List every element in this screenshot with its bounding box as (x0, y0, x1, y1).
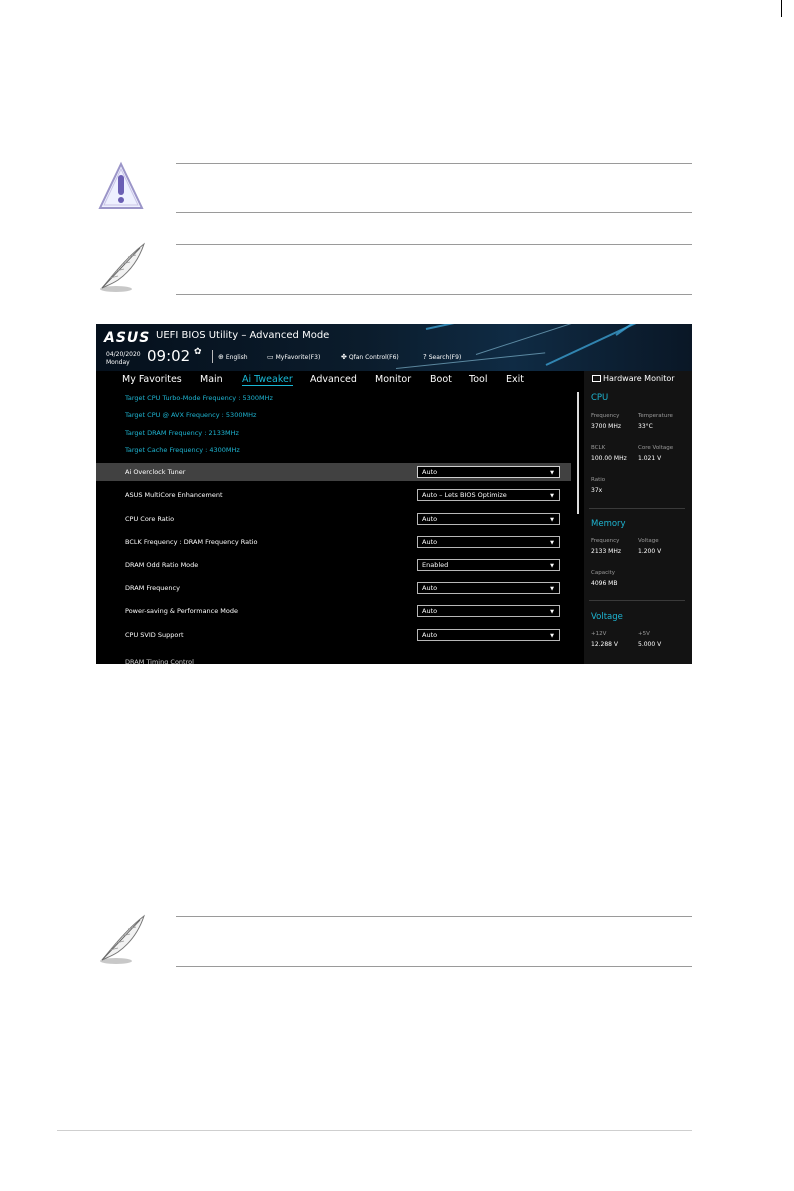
page-corner-mark (781, 0, 782, 17)
header-streak (546, 324, 692, 366)
hw-divider (589, 600, 685, 601)
setting-row-bclk-dram-ratio[interactable] (96, 533, 571, 551)
setting-row-ai-overclock-tuner[interactable] (96, 463, 571, 481)
asus-logo: ASUS (104, 330, 151, 346)
myfavorite-label: MyFavorite(F3) (275, 354, 321, 361)
memory-heading: Memory (591, 519, 626, 529)
gear-icon[interactable]: ✿ (194, 347, 202, 357)
note-rule-bottom (176, 294, 692, 295)
select-value: Auto (422, 515, 438, 523)
bios-header (96, 324, 692, 371)
hardware-monitor-panel (584, 371, 692, 664)
multicore-enhancement-select[interactable] (417, 489, 560, 501)
setting-row-dram-odd-ratio[interactable] (96, 556, 571, 574)
dram-odd-ratio-select[interactable] (417, 559, 560, 571)
bclk-dram-ratio-select[interactable] (417, 536, 560, 548)
caret-down-icon: ▼ (550, 493, 554, 499)
target-cache: Target Cache Frequency : 4300MHz (125, 446, 240, 454)
date-text: 04/20/2020 (106, 351, 141, 358)
setting-row-dram-frequency[interactable] (96, 579, 571, 597)
toolbar-divider (212, 350, 213, 363)
v5-value: 5.000 V (638, 641, 662, 648)
date-display (106, 351, 141, 367)
select-value: Auto (422, 584, 438, 592)
tab-advanced[interactable]: Advanced (310, 374, 357, 385)
language-label: English (225, 354, 248, 361)
clock: 09:02 (147, 347, 191, 365)
voltage-heading: Voltage (591, 612, 623, 622)
feather-note-icon (96, 912, 148, 966)
search-icon: ? (423, 353, 427, 361)
header-streak (396, 352, 545, 369)
setting-row-cut-off[interactable]: DRAM Timing Control (125, 658, 194, 664)
caret-down-icon: ▼ (550, 586, 554, 592)
ratio-value: 37x (591, 487, 603, 494)
memory-voltage-value: 1.200 V (638, 548, 662, 555)
note-rule-top (176, 244, 692, 245)
setting-row-multicore-enhancement[interactable] (96, 486, 571, 504)
note-rule-top (176, 163, 692, 164)
setting-row-cpu-svid-support[interactable] (96, 626, 571, 644)
setting-label: CPU Core Ratio (125, 515, 175, 523)
search-button[interactable] (423, 353, 461, 361)
select-value: Auto (422, 538, 438, 546)
fan-icon: ✤ (341, 353, 347, 361)
select-value: Auto (422, 468, 438, 476)
caret-down-icon: ▼ (550, 517, 554, 523)
myfavorite-button[interactable] (267, 353, 320, 361)
tab-my-favorites[interactable]: My Favorites (122, 374, 182, 385)
select-value: Enabled (422, 561, 449, 569)
cpu-temperature-value: 33°C (638, 423, 653, 430)
setting-label: Ai Overclock Tuner (125, 468, 186, 476)
qfan-button[interactable] (341, 353, 399, 361)
globe-icon: ⊕ (218, 353, 224, 361)
caret-down-icon: ▼ (550, 563, 554, 569)
footer-rule (57, 1130, 692, 1131)
setting-label: DRAM Odd Ratio Mode (125, 561, 199, 569)
tab-monitor[interactable]: Monitor (375, 374, 412, 385)
ratio-label: Ratio (591, 477, 606, 483)
v5-label: +5V (638, 631, 650, 637)
tab-tool[interactable]: Tool (469, 374, 488, 385)
target-cpu-avx: Target CPU @ AVX Frequency : 5300MHz (125, 411, 257, 419)
capacity-label: Capacity (591, 570, 616, 576)
select-value: Auto – Lets BIOS Optimize (422, 491, 507, 499)
tab-main[interactable]: Main (200, 374, 223, 385)
tab-ai-tweaker[interactable]: Ai Tweaker (242, 374, 293, 385)
memory-voltage-label: Voltage (638, 538, 659, 544)
caret-down-icon: ▼ (550, 633, 554, 639)
cpu-svid-support-select[interactable] (417, 629, 560, 641)
setting-label: BCLK Frequency : DRAM Frequency Ratio (125, 538, 258, 546)
memory-frequency-label: Frequency (591, 538, 620, 544)
feather-note-icon (96, 240, 148, 294)
setting-label: DRAM Frequency (125, 584, 180, 592)
cpu-temperature-label: Temperature (638, 413, 673, 419)
bios-screenshot (96, 324, 692, 664)
cpu-frequency-value: 3700 MHz (591, 423, 622, 430)
memory-frequency-value: 2133 MHz (591, 548, 622, 555)
v12-label: +12V (591, 631, 607, 637)
settings-panel (96, 389, 583, 664)
note-rule-bottom (176, 966, 692, 967)
caret-down-icon: ▼ (550, 470, 554, 476)
bclk-value: 100.00 MHz (591, 455, 627, 462)
core-voltage-value: 1.021 V (638, 455, 662, 462)
language-button[interactable] (218, 353, 248, 361)
core-voltage-label: Core Voltage (638, 445, 674, 451)
monitor-icon (592, 375, 601, 382)
caret-down-icon: ▼ (550, 609, 554, 615)
target-cpu-turbo: Target CPU Turbo-Mode Frequency : 5300MHz (125, 394, 273, 402)
cpu-frequency-label: Frequency (591, 413, 620, 419)
header-streak (615, 324, 690, 336)
search-label: Search(F9) (428, 354, 462, 361)
dram-frequency-select[interactable] (417, 582, 560, 594)
tab-exit[interactable]: Exit (506, 374, 524, 385)
capacity-value: 4096 MB (591, 580, 618, 587)
target-dram: Target DRAM Frequency : 2133MHz (125, 429, 239, 437)
setting-label: CPU SVID Support (125, 631, 184, 639)
favorite-icon: ▭ (267, 353, 274, 361)
bclk-label: BCLK (591, 445, 606, 451)
note-rule-top (176, 916, 692, 917)
select-value: Auto (422, 607, 438, 615)
tab-boot[interactable]: Boot (430, 374, 452, 385)
warning-icon (97, 160, 145, 212)
v12-value: 12.288 V (591, 641, 619, 648)
power-saving-mode-select[interactable] (417, 605, 560, 617)
cpu-core-ratio-select[interactable] (417, 513, 560, 525)
setting-label: Power-saving & Performance Mode (125, 607, 239, 615)
scrollbar[interactable] (577, 392, 579, 514)
hardware-monitor-title (592, 374, 675, 383)
setting-row-cpu-core-ratio[interactable] (96, 510, 571, 528)
hw-divider (589, 508, 685, 509)
hardware-monitor-label: Hardware Monitor (603, 374, 675, 383)
header-streak (426, 324, 602, 330)
header-streak (476, 324, 686, 355)
setting-row-power-saving-mode[interactable] (96, 602, 571, 620)
ai-overclock-tuner-select[interactable] (417, 466, 560, 478)
setting-label: ASUS MultiCore Enhancement (125, 491, 223, 499)
select-value: Auto (422, 631, 438, 639)
qfan-label: Qfan Control(F6) (348, 354, 399, 361)
note-rule-bottom (176, 212, 692, 213)
day-text: Monday (106, 359, 130, 366)
bios-title: UEFI BIOS Utility – Advanced Mode (156, 330, 330, 341)
cpu-heading: CPU (591, 393, 609, 403)
caret-down-icon: ▼ (550, 540, 554, 546)
